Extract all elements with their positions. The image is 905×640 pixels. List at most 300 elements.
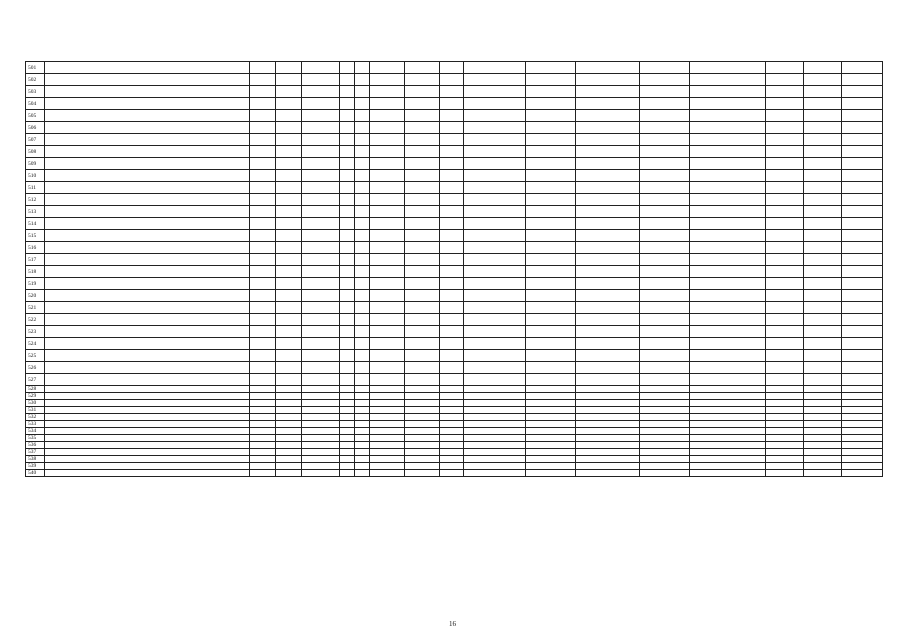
cell-total-area (370, 421, 405, 428)
cell-wall-material (302, 194, 340, 206)
cell-entrances (355, 98, 370, 110)
cell-col-12 (526, 206, 576, 218)
cell-max-cost-per-m2 (804, 230, 842, 242)
cell-year-renovated (276, 350, 302, 362)
cell-floors (340, 456, 355, 463)
cell-deadline (842, 266, 883, 278)
cell-total-cost (690, 326, 766, 338)
cell-address (45, 86, 250, 98)
cell-residents (440, 362, 464, 374)
cell-col-14 (640, 428, 690, 435)
cell-wall-material (302, 278, 340, 290)
cell-total-area (370, 393, 405, 400)
cell-residents (440, 134, 464, 146)
cell-fund-capital (464, 290, 526, 302)
cell-year-built (250, 350, 276, 362)
cell-total-cost (690, 456, 766, 463)
cell-entrances (355, 290, 370, 302)
cell-residents (440, 463, 464, 470)
cell-cost-per-m2 (766, 230, 804, 242)
cell-fund-capital (464, 278, 526, 290)
cell-address (45, 350, 250, 362)
cell-floors (340, 338, 355, 350)
table-row (26, 449, 883, 456)
cell-max-cost-per-m2 (804, 456, 842, 463)
cell-row-number: 502 (26, 74, 45, 86)
cell-col-13 (576, 278, 640, 290)
cell-deadline (842, 170, 883, 182)
cell-wall-material (302, 407, 340, 414)
cell-cost-per-m2 (766, 134, 804, 146)
cell-row-number: 510 (26, 170, 45, 182)
cell-total-cost (690, 407, 766, 414)
cell-year-built (250, 218, 276, 230)
cell-col-14 (640, 278, 690, 290)
cell-year-renovated (276, 278, 302, 290)
cell-col-14 (640, 400, 690, 407)
cell-cost-per-m2 (766, 456, 804, 463)
cell-fund-capital (464, 146, 526, 158)
cell-deadline (842, 350, 883, 362)
cell-entrances (355, 122, 370, 134)
table-row (26, 110, 883, 122)
cell-residents (440, 278, 464, 290)
cell-col-13 (576, 122, 640, 134)
cell-address (45, 110, 250, 122)
cell-row-number: 521 (26, 302, 45, 314)
cell-deadline (842, 314, 883, 326)
cell-col-14 (640, 170, 690, 182)
cell-col-12 (526, 278, 576, 290)
cell-year-renovated (276, 414, 302, 421)
cell-cost-per-m2 (766, 206, 804, 218)
cell-address (45, 442, 250, 449)
cell-year-renovated (276, 470, 302, 477)
cell-floors (340, 386, 355, 393)
cell-col-14 (640, 62, 690, 74)
cell-entrances (355, 428, 370, 435)
cell-floors (340, 146, 355, 158)
cell-col-13 (576, 442, 640, 449)
cell-wall-material (302, 463, 340, 470)
table-row (26, 435, 883, 442)
cell-living-area (405, 62, 440, 74)
cell-address (45, 170, 250, 182)
cell-col-13 (576, 74, 640, 86)
cell-total-area (370, 218, 405, 230)
cell-fund-capital (464, 449, 526, 456)
cell-year-renovated (276, 86, 302, 98)
cell-fund-capital (464, 386, 526, 393)
cell-year-renovated (276, 242, 302, 254)
cell-col-12 (526, 134, 576, 146)
cell-residents (440, 386, 464, 393)
cell-year-renovated (276, 62, 302, 74)
cell-address (45, 62, 250, 74)
cell-entrances (355, 386, 370, 393)
cell-floors (340, 242, 355, 254)
cell-col-13 (576, 374, 640, 386)
cell-year-built (250, 338, 276, 350)
cell-fund-capital (464, 314, 526, 326)
cell-year-renovated (276, 374, 302, 386)
cell-deadline (842, 74, 883, 86)
cell-fund-capital (464, 86, 526, 98)
cell-entrances (355, 362, 370, 374)
cell-fund-capital (464, 456, 526, 463)
cell-total-area (370, 122, 405, 134)
cell-col-13 (576, 400, 640, 407)
cell-year-renovated (276, 290, 302, 302)
cell-col-14 (640, 206, 690, 218)
cell-cost-per-m2 (766, 314, 804, 326)
cell-total-cost (690, 338, 766, 350)
cell-year-renovated (276, 122, 302, 134)
cell-row-number: 533 (26, 421, 45, 428)
cell-year-renovated (276, 146, 302, 158)
cell-col-12 (526, 393, 576, 400)
cell-address (45, 421, 250, 428)
cell-deadline (842, 86, 883, 98)
cell-entrances (355, 470, 370, 477)
cell-row-number: 505 (26, 110, 45, 122)
cell-living-area (405, 326, 440, 338)
cell-total-area (370, 435, 405, 442)
cell-total-area (370, 362, 405, 374)
cell-max-cost-per-m2 (804, 134, 842, 146)
cell-col-14 (640, 362, 690, 374)
cell-entrances (355, 194, 370, 206)
cell-total-cost (690, 158, 766, 170)
cell-max-cost-per-m2 (804, 362, 842, 374)
cell-year-built (250, 421, 276, 428)
cell-residents (440, 326, 464, 338)
cell-year-built (250, 393, 276, 400)
cell-living-area (405, 254, 440, 266)
cell-col-12 (526, 230, 576, 242)
cell-residents (440, 407, 464, 414)
cell-deadline (842, 302, 883, 314)
cell-residents (440, 302, 464, 314)
cell-entrances (355, 62, 370, 74)
cell-row-number: 538 (26, 456, 45, 463)
cell-max-cost-per-m2 (804, 122, 842, 134)
cell-fund-capital (464, 158, 526, 170)
cell-total-area (370, 230, 405, 242)
cell-row-number: 535 (26, 435, 45, 442)
cell-total-cost (690, 122, 766, 134)
cell-col-14 (640, 393, 690, 400)
cell-total-area (370, 407, 405, 414)
cell-row-number: 515 (26, 230, 45, 242)
cell-total-cost (690, 230, 766, 242)
cell-col-13 (576, 435, 640, 442)
cell-total-cost (690, 206, 766, 218)
cell-col-12 (526, 442, 576, 449)
cell-address (45, 134, 250, 146)
cell-col-13 (576, 350, 640, 362)
cell-living-area (405, 290, 440, 302)
cell-col-13 (576, 414, 640, 421)
cell-year-built (250, 206, 276, 218)
cell-address (45, 254, 250, 266)
cell-living-area (405, 218, 440, 230)
cell-floors (340, 374, 355, 386)
cell-year-built (250, 266, 276, 278)
cell-row-number: 525 (26, 350, 45, 362)
cell-year-built (250, 122, 276, 134)
cell-floors (340, 182, 355, 194)
cell-cost-per-m2 (766, 122, 804, 134)
cell-year-renovated (276, 386, 302, 393)
cell-wall-material (302, 400, 340, 407)
cell-cost-per-m2 (766, 414, 804, 421)
cell-deadline (842, 122, 883, 134)
cell-max-cost-per-m2 (804, 74, 842, 86)
cell-col-14 (640, 266, 690, 278)
cell-deadline (842, 194, 883, 206)
cell-col-12 (526, 122, 576, 134)
cell-entrances (355, 400, 370, 407)
cell-col-14 (640, 134, 690, 146)
cell-max-cost-per-m2 (804, 242, 842, 254)
table-row (26, 407, 883, 414)
cell-col-12 (526, 266, 576, 278)
cell-wall-material (302, 182, 340, 194)
cell-floors (340, 122, 355, 134)
cell-address (45, 146, 250, 158)
cell-year-renovated (276, 194, 302, 206)
cell-year-built (250, 470, 276, 477)
cell-year-renovated (276, 326, 302, 338)
cell-address (45, 400, 250, 407)
cell-cost-per-m2 (766, 350, 804, 362)
cell-wall-material (302, 110, 340, 122)
cell-row-number: 513 (26, 206, 45, 218)
cell-max-cost-per-m2 (804, 158, 842, 170)
cell-col-14 (640, 449, 690, 456)
cell-residents (440, 98, 464, 110)
cell-cost-per-m2 (766, 428, 804, 435)
cell-floors (340, 170, 355, 182)
table-row (26, 170, 883, 182)
cell-entrances (355, 242, 370, 254)
cell-wall-material (302, 86, 340, 98)
cell-year-built (250, 110, 276, 122)
cell-total-cost (690, 470, 766, 477)
cell-col-13 (576, 158, 640, 170)
cell-deadline (842, 206, 883, 218)
table-row (26, 421, 883, 428)
cell-year-built (250, 456, 276, 463)
cell-entrances (355, 218, 370, 230)
cell-col-12 (526, 86, 576, 98)
cell-entrances (355, 134, 370, 146)
cell-living-area (405, 386, 440, 393)
cell-floors (340, 350, 355, 362)
cell-floors (340, 266, 355, 278)
cell-total-cost (690, 386, 766, 393)
cell-entrances (355, 146, 370, 158)
cell-row-number: 532 (26, 414, 45, 421)
cell-floors (340, 230, 355, 242)
cell-total-area (370, 182, 405, 194)
cell-max-cost-per-m2 (804, 302, 842, 314)
cell-entrances (355, 110, 370, 122)
cell-residents (440, 122, 464, 134)
cell-entrances (355, 414, 370, 421)
cell-year-built (250, 449, 276, 456)
cell-deadline (842, 230, 883, 242)
cell-year-built (250, 278, 276, 290)
cell-living-area (405, 230, 440, 242)
cell-fund-capital (464, 326, 526, 338)
cell-year-built (250, 414, 276, 421)
cell-year-built (250, 442, 276, 449)
cell-col-14 (640, 98, 690, 110)
cell-year-built (250, 290, 276, 302)
cell-col-13 (576, 230, 640, 242)
cell-year-renovated (276, 338, 302, 350)
cell-year-renovated (276, 393, 302, 400)
cell-cost-per-m2 (766, 435, 804, 442)
cell-residents (440, 206, 464, 218)
cell-col-14 (640, 421, 690, 428)
cell-living-area (405, 314, 440, 326)
table-row (26, 230, 883, 242)
cell-address (45, 74, 250, 86)
cell-col-14 (640, 218, 690, 230)
cell-year-renovated (276, 158, 302, 170)
cell-max-cost-per-m2 (804, 206, 842, 218)
cell-col-12 (526, 170, 576, 182)
cell-total-area (370, 170, 405, 182)
cell-year-built (250, 158, 276, 170)
cell-col-14 (640, 414, 690, 421)
cell-address (45, 407, 250, 414)
cell-max-cost-per-m2 (804, 374, 842, 386)
cell-fund-capital (464, 170, 526, 182)
cell-residents (440, 290, 464, 302)
cell-year-renovated (276, 442, 302, 449)
cell-deadline (842, 362, 883, 374)
cell-total-area (370, 463, 405, 470)
cell-total-area (370, 146, 405, 158)
cell-year-built (250, 86, 276, 98)
cell-deadline (842, 62, 883, 74)
cell-cost-per-m2 (766, 463, 804, 470)
cell-address (45, 206, 250, 218)
cell-living-area (405, 194, 440, 206)
cell-entrances (355, 302, 370, 314)
table-row (26, 393, 883, 400)
cell-col-12 (526, 314, 576, 326)
cell-floors (340, 326, 355, 338)
cell-living-area (405, 146, 440, 158)
cell-total-area (370, 290, 405, 302)
cell-wall-material (302, 456, 340, 463)
cell-deadline (842, 146, 883, 158)
cell-wall-material (302, 302, 340, 314)
cell-wall-material (302, 449, 340, 456)
cell-floors (340, 62, 355, 74)
cell-living-area (405, 463, 440, 470)
cell-year-built (250, 170, 276, 182)
cell-col-14 (640, 314, 690, 326)
cell-col-12 (526, 449, 576, 456)
cell-entrances (355, 350, 370, 362)
cell-entrances (355, 206, 370, 218)
cell-cost-per-m2 (766, 62, 804, 74)
cell-total-cost (690, 182, 766, 194)
cell-col-14 (640, 442, 690, 449)
cell-col-13 (576, 386, 640, 393)
cell-floors (340, 254, 355, 266)
cell-year-renovated (276, 407, 302, 414)
table-row (26, 242, 883, 254)
cell-col-12 (526, 421, 576, 428)
cell-year-renovated (276, 74, 302, 86)
registry-table (25, 61, 883, 477)
cell-total-cost (690, 170, 766, 182)
cell-year-built (250, 302, 276, 314)
cell-fund-capital (464, 194, 526, 206)
cell-living-area (405, 428, 440, 435)
cell-col-12 (526, 218, 576, 230)
cell-cost-per-m2 (766, 442, 804, 449)
cell-wall-material (302, 470, 340, 477)
cell-col-13 (576, 314, 640, 326)
cell-max-cost-per-m2 (804, 407, 842, 414)
table-row (26, 338, 883, 350)
cell-total-area (370, 456, 405, 463)
cell-living-area (405, 407, 440, 414)
cell-residents (440, 194, 464, 206)
cell-year-built (250, 74, 276, 86)
cell-row-number: 529 (26, 393, 45, 400)
cell-total-area (370, 470, 405, 477)
cell-max-cost-per-m2 (804, 449, 842, 456)
table-row (26, 86, 883, 98)
cell-cost-per-m2 (766, 74, 804, 86)
cell-floors (340, 421, 355, 428)
cell-wall-material (302, 218, 340, 230)
cell-living-area (405, 170, 440, 182)
cell-year-renovated (276, 254, 302, 266)
cell-total-cost (690, 74, 766, 86)
cell-col-13 (576, 218, 640, 230)
cell-living-area (405, 158, 440, 170)
cell-col-13 (576, 463, 640, 470)
cell-row-number: 507 (26, 134, 45, 146)
cell-row-number: 509 (26, 158, 45, 170)
cell-year-built (250, 182, 276, 194)
cell-residents (440, 62, 464, 74)
cell-deadline (842, 393, 883, 400)
cell-row-number: 539 (26, 463, 45, 470)
cell-residents (440, 182, 464, 194)
cell-entrances (355, 254, 370, 266)
table-row (26, 146, 883, 158)
cell-year-built (250, 314, 276, 326)
table-row (26, 414, 883, 421)
cell-year-built (250, 326, 276, 338)
cell-cost-per-m2 (766, 374, 804, 386)
cell-row-number: 514 (26, 218, 45, 230)
cell-wall-material (302, 74, 340, 86)
cell-col-14 (640, 110, 690, 122)
cell-year-renovated (276, 218, 302, 230)
